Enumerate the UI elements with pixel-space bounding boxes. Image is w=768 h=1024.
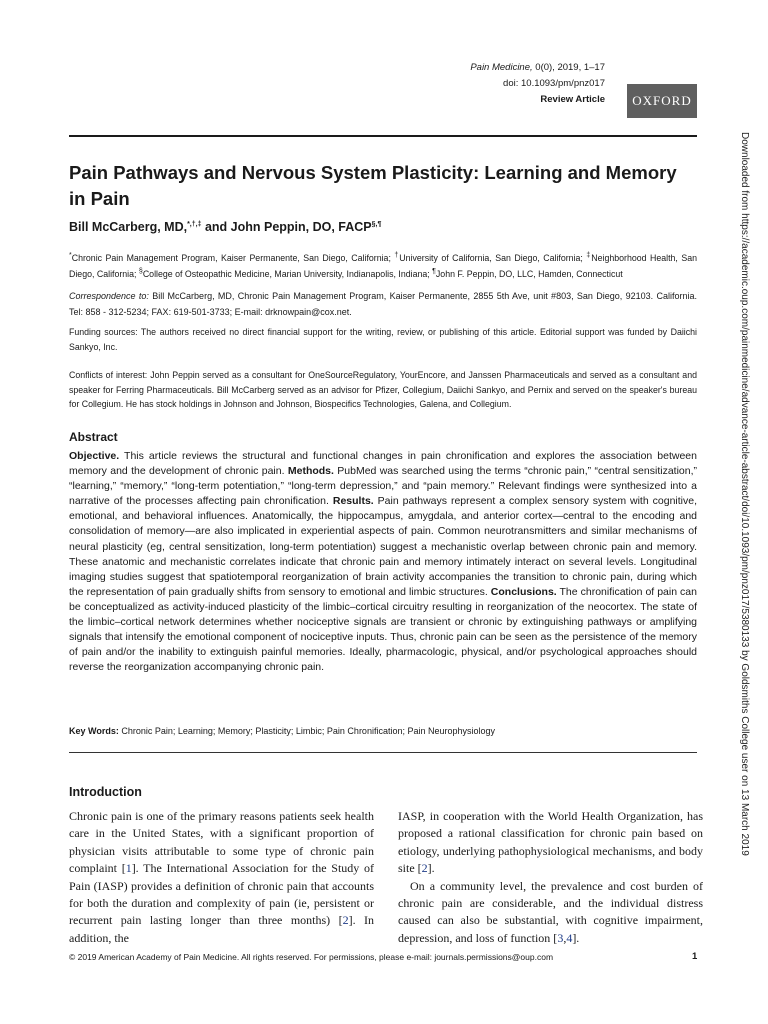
- conflicts-statement: Conflicts of interest: John Peppin served as a consultant for OneSourceRegulatory, YourEncore, and Janssen Pharmaceuticals and served as a consultant and speaker for Ferring Pharmaceuticals. Bill McCarberg served as an advisor for Pfizer, Collegium, Daiichi Sankyo, and Pernix and served on the speaker's bureau for Collegium. He has stock holdings in Johnson and Johnson, Biospecifics Technologies, Galena, and Collegium.: [69, 370, 697, 409]
- keywords-text: Chronic Pain; Learning; Memory; Plasticity; Limbic; Pain Chronification; Pain Neurophysiology: [118, 726, 496, 736]
- intro-paragraph: [398, 878, 703, 948]
- affil-mark: ¶: [432, 268, 436, 276]
- correspondence: [69, 289, 697, 320]
- author-list: [69, 220, 697, 234]
- page-number: 1: [692, 951, 698, 962]
- body-text: ].: [427, 861, 435, 876]
- header-rule: [69, 135, 697, 137]
- methods-text: PubMed was searched using the terms “chronic pain,” “central sensitization,” “learning,” “memory,” “long-term potentiation,” “long-term depression,” and “pain memory.” Relevant findings were synthesized into a narrative of the processes affecting pain chronification.: [69, 465, 698, 508]
- conclusions-text: The chronification of pain can be conceptualized as activity-induced plasticity of the limbic–cortical circuitry resulting in reorganization of the neocortex. The state of the limbic–cortical network determines whether nociceptive signals are transient or chronic by extinguishing pathways or amplifying signals that intensify the emotional component of nociceptive inputs. Thus, chronic pain can be seen as the persistence of the memory of pain and/or the inability to extinguish painful memories. Ideally, pharmacologic, physical, and/or psychological approaches should reverse the reorganization accompanying chronic pain.: [69, 585, 697, 674]
- citation-link[interactable]: 3: [557, 930, 564, 945]
- correspondence-text: Bill McCarberg, MD, Chronic Pain Management Program, Kaiser Permanente, 2855 5th Ave, unit #803, San Diego, 92103. California. Tel: 858 - 312-5234; FAX: 619-501-3733; E-mail: drknowpain@cox.net.: [69, 291, 697, 317]
- intro-column-right: [398, 808, 703, 947]
- correspondence-label: Correspondence to:: [69, 291, 149, 301]
- abstract-heading: Abstract: [69, 430, 118, 444]
- journal-name: Pain Medicine,: [470, 62, 533, 73]
- author-2[interactable]: and John Peppin, DO, FACP: [201, 220, 372, 234]
- article-type: Review Article: [540, 94, 605, 105]
- author-1[interactable]: Bill McCarberg, MD,: [69, 220, 188, 234]
- author-2-marks: §,¶: [371, 220, 382, 228]
- citation-link[interactable]: 1: [125, 861, 132, 876]
- body-text: ].: [572, 930, 580, 945]
- copyright-footer: © 2019 American Academy of Pain Medicine. All rights reserved. For permissions, please e-mail: journals.permissions@oup.com: [69, 952, 554, 962]
- results-text: Pain pathways represent a complex sensory system with cognitive, emotional, and behavioral influences. Anatomically, the hippocampus, amygdala, and anterior cortex—central to the encoding and consolidation of memory—are also implicated in experiential aspects of pain. Common neurotransmitters and similar mechanisms of neural plasticity (eg, central sensitization, long-term potentiation) suggest a mechanistic overlap between chronic pain and memory. These anatomic and mechanistic correlates indicate that chronic pain and memory intimately interact on several levels. Longitudinal imaging studies suggest that spatiotemporal reorganization of brain activity accompanies the transition to chronic pain, during which the representation of pain gradually shifts from sensory to emotional and limbic structures.: [69, 495, 697, 598]
- keywords: [69, 726, 697, 736]
- citation-link[interactable]: 4: [566, 930, 573, 945]
- affil-text: John F. Peppin, DO, LLC, Hamden, Connecticut: [435, 269, 623, 280]
- body-text: ,: [563, 930, 567, 945]
- introduction-heading: Introduction: [69, 785, 142, 799]
- affil-text: Neighborhood Health, San Diego, California;: [69, 252, 697, 280]
- body-text: ]. The International Association for the Study of Pain (IASP) provides a definition of chronic pain that accounts for both the duration and complexity of pain (ie, persistent or recurrent pain lasting longer than three months) [: [69, 861, 374, 928]
- conclusions-label: Conclusions.: [490, 585, 557, 598]
- affil-text: College of Osteopathic Medicine, Marian University, Indianapolis, Indiana;: [142, 269, 433, 280]
- oxford-logo: OXFORD: [627, 84, 697, 118]
- doi[interactable]: doi: 10.1093/pm/pnz017: [503, 78, 605, 89]
- download-watermark: Downloaded from https://academic.oup.com/painmedicine/advance-article-abstract/doi/10.1093/pm/pnz017/5380133 by Goldsmiths College user on 13 March 2019: [739, 132, 750, 856]
- keywords-label: Key Words:: [69, 726, 119, 736]
- author-1-marks: *,†,‡: [187, 220, 202, 228]
- methods-label: Methods.: [287, 465, 334, 478]
- affil-text: University of California, San Diego, California;: [399, 252, 587, 263]
- abstract-body: [69, 449, 697, 675]
- keywords-rule: [69, 752, 697, 753]
- funding-statement: Funding sources: The authors received no direct financial support for the writing, review, or publishing of this article. Editorial support was funded by Daiichi Sankyo, Inc.: [69, 327, 697, 352]
- body-text: On a community level, the prevalence and cost burden of chronic pain are considerable, and the individual distress caused can also be substantial, with cognitive impairment, depression, and loss of function [: [398, 878, 703, 945]
- journal-header: [470, 60, 605, 108]
- article-title: Pain Pathways and Nervous System Plasticity: Learning and Memory in Pain: [69, 162, 677, 209]
- affil-mark: *: [69, 252, 72, 259]
- citation-link[interactable]: 2: [342, 913, 349, 928]
- body-text: IASP, in cooperation with the World Health Organization, has proposed a rational classification for chronic pain based on etiology, underlying pathophysiological mechanisms, and body site [: [398, 809, 703, 876]
- results-label: Results.: [332, 495, 374, 508]
- affil-text: Chronic Pain Management Program, Kaiser Permanente, San Diego, California;: [71, 252, 395, 263]
- citation-link[interactable]: 2: [421, 861, 428, 876]
- intro-paragraph: [398, 808, 703, 878]
- intro-paragraph: [69, 808, 374, 947]
- objective-text: This article reviews the structural and functional changes in pain chronification and explores the association between memory and the development of chronic pain.: [69, 450, 697, 478]
- affil-mark: ‡: [586, 252, 592, 259]
- affil-mark: §: [138, 268, 143, 276]
- intro-column-left: [69, 808, 374, 947]
- journal-issue: 0(0), 2019, 1–17: [532, 62, 605, 73]
- affil-mark: †: [394, 252, 400, 259]
- objective-label: Objective.: [69, 450, 120, 462]
- body-text: Chronic pain is one of the primary reasons patients seek health care in the United States, with a significant proportion of physician visits attributable to some type of chronic pain complaint [: [69, 809, 374, 876]
- body-text: ]. In addition, the: [69, 913, 374, 945]
- affiliations: [69, 249, 697, 282]
